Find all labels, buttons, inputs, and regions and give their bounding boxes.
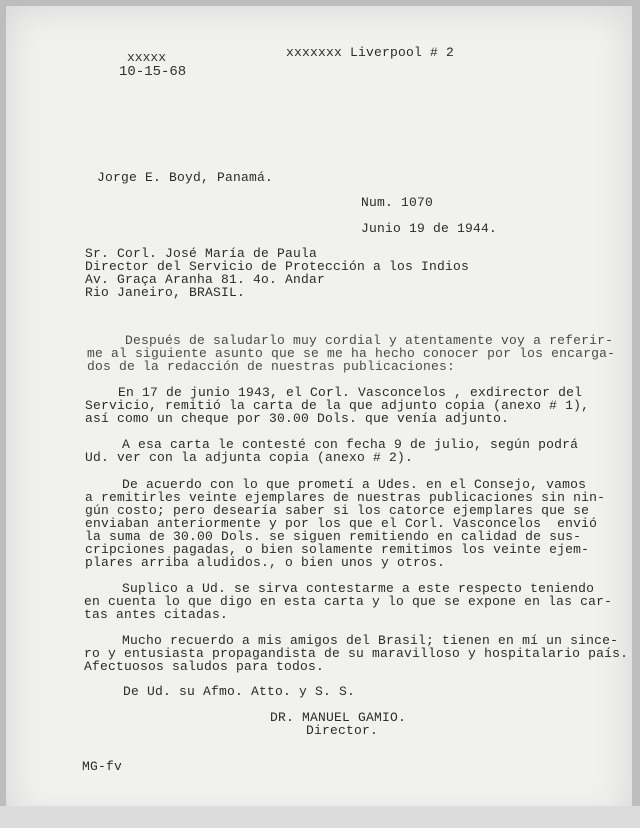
struck-header-mark: xxxxx [127, 50, 167, 65]
body-line: Suplico a Ud. se sirva contestarme a este respecto teniendo [122, 581, 595, 596]
body-line: la suma de 30.00 Dols. se siguen remitiendo en calidad de sus- [85, 529, 582, 544]
letter-number: Num. 1070 [361, 195, 434, 210]
addressee-line: Director del Servicio de Protección a los Indios [85, 259, 470, 274]
body-line: Mucho recuerdo a mis amigos del Brasil; tienen en mí un since- [122, 633, 619, 648]
body-line: a remitirles veinte ejemplares de nuestras publicaciones sin nin- [85, 490, 606, 505]
addressee-line: Rio Janeiro, BRASIL. [85, 285, 246, 300]
signatory-name: DR. MANUEL GAMIO. [270, 710, 407, 725]
body-line: Después de saludarlo muy cordial y atentamente voy a referir- [125, 333, 614, 348]
body-line: gún costo; pero desearía saber si los catorce ejemplares que se [85, 503, 590, 518]
handwritten-date-code: 10-15-68 [119, 64, 187, 80]
body-line: dos de la redacción de nuestras publicaciones: [87, 359, 456, 374]
scan-bottom-strip [0, 806, 640, 828]
addressee-line: Av. Graça Aranha 81. 4o. Andar [85, 272, 326, 287]
body-line: en cuenta lo que digo en esta carta y lo que se expone en las car- [84, 594, 613, 609]
body-line: Servicio, remitió la carta de la que adjunto copia (anexo # 1), [85, 398, 590, 413]
closing-line: De Ud. su Afmo. Atto. y S. S. [123, 684, 356, 699]
letter-date: Junio 19 de 1944. [361, 221, 498, 236]
addressee-line: Sr. Corl. José María de Paula [85, 246, 318, 261]
body-line: Ud. ver con la adjunta copia (anexo # 2). [85, 450, 414, 465]
body-line: enviaban anteriormente y por los que el Corl. Vasconcelos envió [85, 516, 598, 531]
signatory-title: Director. [306, 723, 379, 738]
body-line: Afectuosos saludos para todos. [84, 659, 325, 674]
body-line: me al siguiente asunto que se me ha hecho conocer por los encarga- [87, 346, 616, 361]
body-line: así como un cheque por 30.00 Dols. que venía adjunto. [85, 411, 510, 426]
body-line: cripciones pagadas, o bien solamente remitimos los veinte ejem- [85, 542, 590, 557]
body-line: A esa carta le contesté con fecha 9 de julio, según podrá [122, 437, 579, 452]
typist-initials: MG-fv [82, 759, 123, 774]
copy-recipient: Jorge E. Boyd, Panamá. [97, 170, 274, 185]
body-line: De acuerdo con lo que prometí a Udes. en el Consejo, vamos [122, 477, 587, 492]
file-reference: xxxxxxx Liverpool # 2 [286, 45, 455, 60]
body-line: ro y entusiasta propagandista de su maravilloso y hospitalario país. [84, 646, 629, 661]
body-line: plares arriba aludidos., o bien unos y otros. [85, 555, 446, 570]
body-line: tas antes citadas. [84, 607, 229, 622]
body-line: En 17 de junio 1943, el Corl. Vasconcelos , exdirector del [118, 385, 583, 400]
